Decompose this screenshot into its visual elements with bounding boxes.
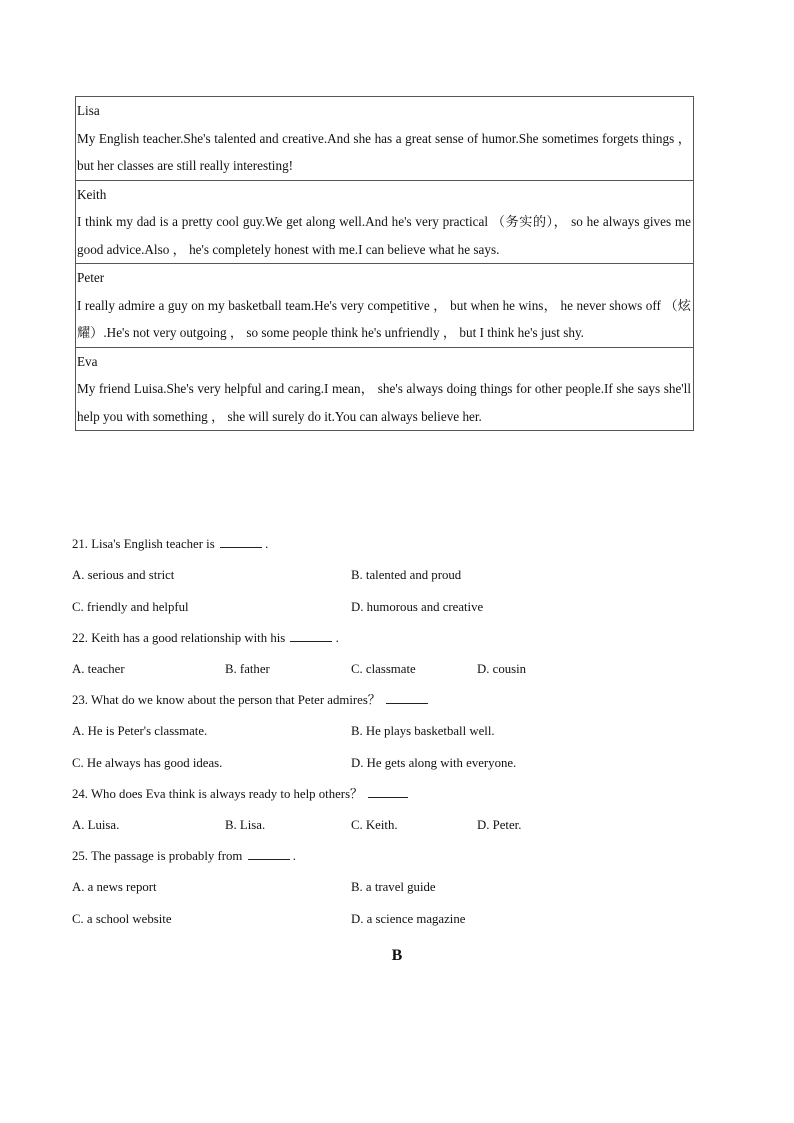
passage-text: I really admire a guy on my basketball team.He's very competitive ， but when he wins， he never shows off （炫耀）.He's not very outgoing ， so some people think he's unfriendly ， but I think he's just shy.: [77, 297, 691, 340]
option-25-b[interactable]: B. a travel guide: [351, 880, 436, 894]
answer-blank: [386, 691, 428, 704]
passage-cell-peter: [76, 264, 693, 348]
option-24-a[interactable]: A. Luisa.: [72, 818, 120, 832]
option-24-c[interactable]: C. Keith.: [351, 818, 398, 832]
passage-table: [75, 96, 694, 431]
question-22: [72, 629, 339, 647]
option-24-b[interactable]: B. Lisa.: [225, 818, 266, 832]
passage-cell-lisa: [76, 97, 693, 181]
passage-speaker-name: Keith: [77, 186, 107, 202]
question-21: [72, 535, 268, 553]
passage-text: My friend Luisa.She's very helpful and caring.I mean， she's always doing things for other people.If she says she'll help you with something ， she will surely do it.You can always believe her.: [77, 381, 691, 424]
option-24-d[interactable]: D. Peter.: [477, 818, 522, 832]
option-21-d[interactable]: D. humorous and creative: [351, 600, 484, 614]
option-23-d[interactable]: D. He gets along with everyone.: [351, 756, 517, 770]
option-25-a[interactable]: A. a news report: [72, 880, 157, 894]
answer-blank: [290, 629, 332, 642]
option-25-c[interactable]: C. a school website: [72, 912, 172, 926]
option-22-d[interactable]: D. cousin: [477, 662, 527, 676]
option-23-a[interactable]: A. He is Peter's classmate.: [72, 724, 208, 738]
option-25-d[interactable]: D. a science magazine: [351, 912, 466, 926]
option-21-c[interactable]: C. friendly and helpful: [72, 600, 189, 614]
option-23-c[interactable]: C. He always has good ideas.: [72, 756, 223, 770]
option-22-b[interactable]: B. father: [225, 662, 270, 676]
question-trailing: .: [292, 849, 296, 863]
question-24: [72, 785, 408, 803]
question-number: 22.: [72, 631, 88, 645]
question-number: 23.: [72, 693, 88, 707]
question-trailing: .: [265, 537, 269, 551]
passage-text: My English teacher.She's talented and creative.And she has a great sense of humor.She sometimes forgets things ， but her classes are still really interesting!: [77, 130, 691, 173]
option-22-c[interactable]: C. classmate: [351, 662, 416, 676]
passage-speaker-name: Lisa: [77, 103, 100, 118]
passage-cell-keith: [76, 181, 693, 265]
question-stem: Lisa's English teacher is: [91, 537, 215, 551]
passage-speaker-name: Peter: [77, 270, 105, 285]
question-number: 24.: [72, 787, 88, 801]
question-number: 25.: [72, 849, 88, 863]
option-21-b[interactable]: B. talented and proud: [351, 568, 462, 582]
section-heading: B: [391, 947, 403, 964]
option-21-a[interactable]: A. serious and strict: [72, 568, 175, 582]
passage-text: I think my dad is a pretty cool guy.We get along well.And he's very practical （务实的）， so he always gives me good advice.Also ， he's completely honest with me.I can believe what he says.: [77, 214, 691, 257]
answer-blank: [248, 847, 290, 860]
option-23-b[interactable]: B. He plays basketball well.: [351, 724, 495, 738]
question-stem: The passage is probably from: [90, 849, 243, 863]
passage-speaker-name: Eva: [77, 353, 98, 369]
question-stem: Who does Eva think is always ready to help others？: [90, 787, 363, 801]
answer-blank: [368, 785, 408, 798]
question-number: 21.: [72, 537, 88, 551]
option-22-a[interactable]: A. teacher: [72, 662, 125, 676]
passage-cell-eva: [76, 348, 693, 431]
question-25: [72, 847, 296, 865]
answer-blank: [220, 535, 262, 548]
question-23: [72, 691, 428, 709]
question-stem: What do we know about the person that Peter admires？: [90, 693, 381, 707]
question-stem: Keith has a good relationship with his: [91, 631, 286, 645]
question-trailing: .: [335, 631, 339, 645]
